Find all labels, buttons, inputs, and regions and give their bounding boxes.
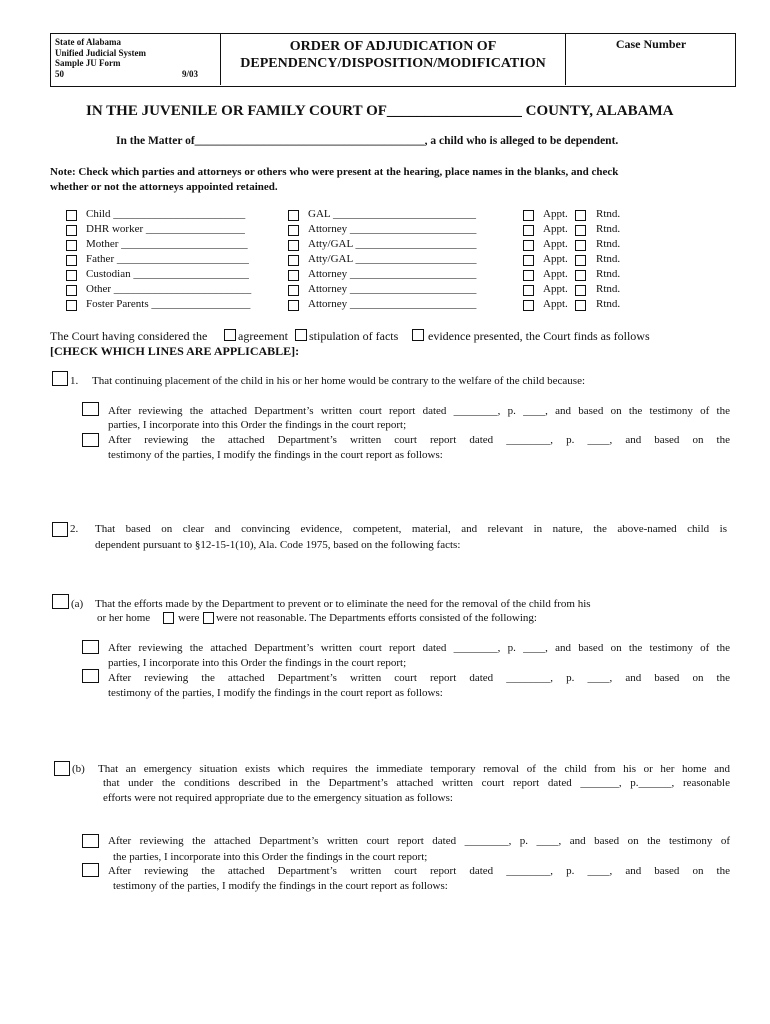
court-finds-prefix: The Court having considered the <box>50 329 208 343</box>
retained-label: Rtnd. <box>596 223 621 235</box>
item-b-label: (b) <box>72 763 85 775</box>
appointed-label: Appt. <box>543 238 568 250</box>
retained-label: Rtnd. <box>596 283 621 295</box>
appointed-label: Appt. <box>543 268 568 280</box>
appointed-label: Appt. <box>543 223 568 235</box>
party-checkbox[interactable] <box>66 210 77 221</box>
review-modify-a-line2: testimony of the parties, I modify the findings in the court report as follows: <box>108 687 443 699</box>
retained-label: Rtnd. <box>596 238 621 250</box>
efforts-were-label: were <box>178 612 200 624</box>
incorporate-findings-checkbox-b[interactable] <box>82 834 99 848</box>
review-incorporate-a-line2: parties, I incorporate into this Order the findings in the court report; <box>108 657 407 669</box>
attorney-label: Atty/GAL ______________________ <box>308 253 477 265</box>
item1-checkbox[interactable] <box>52 371 68 386</box>
attorney-label: Attorney _______________________ <box>308 283 477 295</box>
party-checkbox[interactable] <box>66 285 77 296</box>
attorney-label: Atty/GAL ______________________ <box>308 238 477 250</box>
item-b-checkbox[interactable] <box>54 761 70 776</box>
retained-checkbox[interactable] <box>575 270 586 281</box>
attorney-label: GAL __________________________ <box>308 208 476 220</box>
stipulation-label: stipulation of facts <box>309 329 399 343</box>
state-label: State of Alabama <box>55 37 121 47</box>
party-checkbox[interactable] <box>66 225 77 236</box>
review-incorporate-a-line1: After reviewing the attached Department’s written court report dated ________, p. ____, and based on the testimony of the <box>108 642 730 654</box>
attorney-checkbox[interactable] <box>288 255 299 266</box>
party-checkbox[interactable] <box>66 300 77 311</box>
item-a-label: (a) <box>71 598 84 610</box>
attorney-checkbox[interactable] <box>288 210 299 221</box>
attorney-label: Attorney _______________________ <box>308 298 477 310</box>
appointed-checkbox[interactable] <box>523 300 534 311</box>
modify-findings-checkbox-a[interactable] <box>82 669 99 683</box>
attorney-checkbox[interactable] <box>288 225 299 236</box>
party-label: Other _________________________ <box>86 283 252 295</box>
review-modify-line1: After reviewing the attached Department’s written court report dated ________, p. ____, and based on the <box>108 434 730 446</box>
matter-line: In the Matter of________________________________________, a child who is alleged to be dependent. <box>116 135 619 147</box>
efforts-were-checkbox[interactable] <box>163 612 174 624</box>
item-b-line2: that under the conditions described in the Department’s attached written court report dated _______, p.______, reasonable <box>103 777 730 789</box>
review-incorporate-b-line1: After reviewing the attached Department’s written court report dated ________, p. ____, and based on the testimony of <box>108 835 730 847</box>
retained-label: Rtnd. <box>596 268 621 280</box>
note-line2: whether or not the attorneys appointed retained. <box>50 181 278 193</box>
form-number: 50 <box>55 68 64 79</box>
item-a-checkbox[interactable] <box>52 594 69 609</box>
attorney-label: Attorney _______________________ <box>308 268 477 280</box>
retained-checkbox[interactable] <box>575 300 586 311</box>
case-number-label: Case Number <box>615 37 687 51</box>
appointed-checkbox[interactable] <box>523 255 534 266</box>
appointed-checkbox[interactable] <box>523 210 534 221</box>
item-a-line2-pre: or her home <box>97 612 151 624</box>
party-label: Custodian _____________________ <box>86 268 249 280</box>
review-modify-line2: testimony of the parties, I modify the findings in the court report as follows: <box>108 449 443 461</box>
item1-text: That continuing placement of the child in his or her home would be contrary to the welfare of the child because: <box>92 375 586 387</box>
retained-checkbox[interactable] <box>575 255 586 266</box>
appointed-label: Appt. <box>543 253 568 265</box>
item2-line2: dependent pursuant to §12-15-1(10), Ala. Code 1975, based on the following facts: <box>95 539 461 551</box>
item2-line1: That based on clear and convincing evidence, competent, material, and relevant in nature, the above-named child is <box>95 523 727 535</box>
appointed-checkbox[interactable] <box>523 240 534 251</box>
party-checkbox[interactable] <box>66 240 77 251</box>
appointed-checkbox[interactable] <box>523 285 534 296</box>
party-label: Mother _______________________ <box>86 238 248 250</box>
retained-label: Rtnd. <box>596 208 621 220</box>
review-modify-b-line1: After reviewing the attached Department’s written court report dated ________, p. ____, and based on the <box>108 865 730 877</box>
attorney-checkbox[interactable] <box>288 270 299 281</box>
incorporate-findings-checkbox-a[interactable] <box>82 640 99 654</box>
form-label: Sample JU Form <box>55 58 121 68</box>
item2-number: 2. <box>70 523 79 535</box>
party-label: Father ________________________ <box>86 253 249 265</box>
item-b-line1: That an emergency situation exists which requires the immediate temporary removal of the child from his or her home and <box>98 763 730 775</box>
form-date: 9/03 <box>182 68 199 79</box>
review-modify-b-line2: testimony of the parties, I modify the findings in the court report as follows: <box>113 880 448 892</box>
incorporate-findings-checkbox[interactable] <box>82 402 99 416</box>
item-b-line3: efforts were not required appropriate due to the emergency situation as follows: <box>103 792 453 804</box>
note-line1: Note: Check which parties and attorneys or others who were present at the hearing, place names in the blanks, and check <box>50 166 619 178</box>
attorney-checkbox[interactable] <box>288 300 299 311</box>
retained-checkbox[interactable] <box>575 285 586 296</box>
review-incorporate-line2: parties, I incorporate into this Order the findings in the court report; <box>108 419 407 431</box>
court-title: IN THE JUVENILE OR FAMILY COURT OF__________________ COUNTY, ALABAMA <box>86 103 674 119</box>
stipulation-checkbox[interactable] <box>295 329 307 341</box>
evidence-label: evidence presented, the Court finds as follows <box>428 329 650 343</box>
retained-checkbox[interactable] <box>575 210 586 221</box>
review-modify-a-line1: After reviewing the attached Department’s written court report dated ________, p. ____, and based on the <box>108 672 730 684</box>
system-label: Unified Judicial System <box>55 47 147 58</box>
attorney-label: Attorney _______________________ <box>308 223 477 235</box>
appointed-label: Appt. <box>543 298 568 310</box>
court-finds-line <box>50 329 207 343</box>
party-label: Foster Parents __________________ <box>86 298 251 310</box>
party-label: DHR worker __________________ <box>86 223 245 235</box>
agreement-label: agreement <box>238 329 288 343</box>
appointed-checkbox[interactable] <box>523 225 534 236</box>
form-title-line2: DEPENDENCY/DISPOSITION/MODIFICATION <box>240 56 546 71</box>
retained-label: Rtnd. <box>596 253 621 265</box>
attorney-checkbox[interactable] <box>288 240 299 251</box>
form-header <box>50 33 736 87</box>
retained-label: Rtnd. <box>596 298 621 310</box>
evidence-checkbox[interactable] <box>412 329 424 341</box>
item2-checkbox[interactable] <box>52 522 68 537</box>
party-checkbox[interactable] <box>66 270 77 281</box>
review-incorporate-b-line2: the parties, I incorporate into this Order the findings in the court report; <box>113 851 428 863</box>
item1-number: 1. <box>70 375 79 387</box>
attorney-checkbox[interactable] <box>288 285 299 296</box>
review-incorporate-line1: After reviewing the attached Department’s written court report dated ________, p. ____, and based on the testimony of the <box>108 405 730 417</box>
appointed-label: Appt. <box>543 208 568 220</box>
title-cell <box>221 34 566 85</box>
party-checkbox[interactable] <box>66 255 77 266</box>
modify-findings-checkbox[interactable] <box>82 433 99 447</box>
appointed-checkbox[interactable] <box>523 270 534 281</box>
item-a-line2-post: were not reasonable. The Departments efforts consisted of the following: <box>216 612 537 624</box>
efforts-were-not-checkbox[interactable] <box>203 612 214 624</box>
form-title-line1: ORDER OF ADJUDICATION OF <box>289 39 497 54</box>
retained-checkbox[interactable] <box>575 240 586 251</box>
check-lines-instruction: [CHECK WHICH LINES ARE APPLICABLE]: <box>50 344 300 358</box>
item-a-line1: That the efforts made by the Department to prevent or to eliminate the need for the removal of the child from his <box>95 598 591 610</box>
retained-checkbox[interactable] <box>575 225 586 236</box>
appointed-label: Appt. <box>543 283 568 295</box>
party-label: Child ________________________ <box>86 208 246 220</box>
agreement-checkbox[interactable] <box>224 329 236 341</box>
modify-findings-checkbox-b[interactable] <box>82 863 99 877</box>
form-id-cell <box>51 34 221 85</box>
